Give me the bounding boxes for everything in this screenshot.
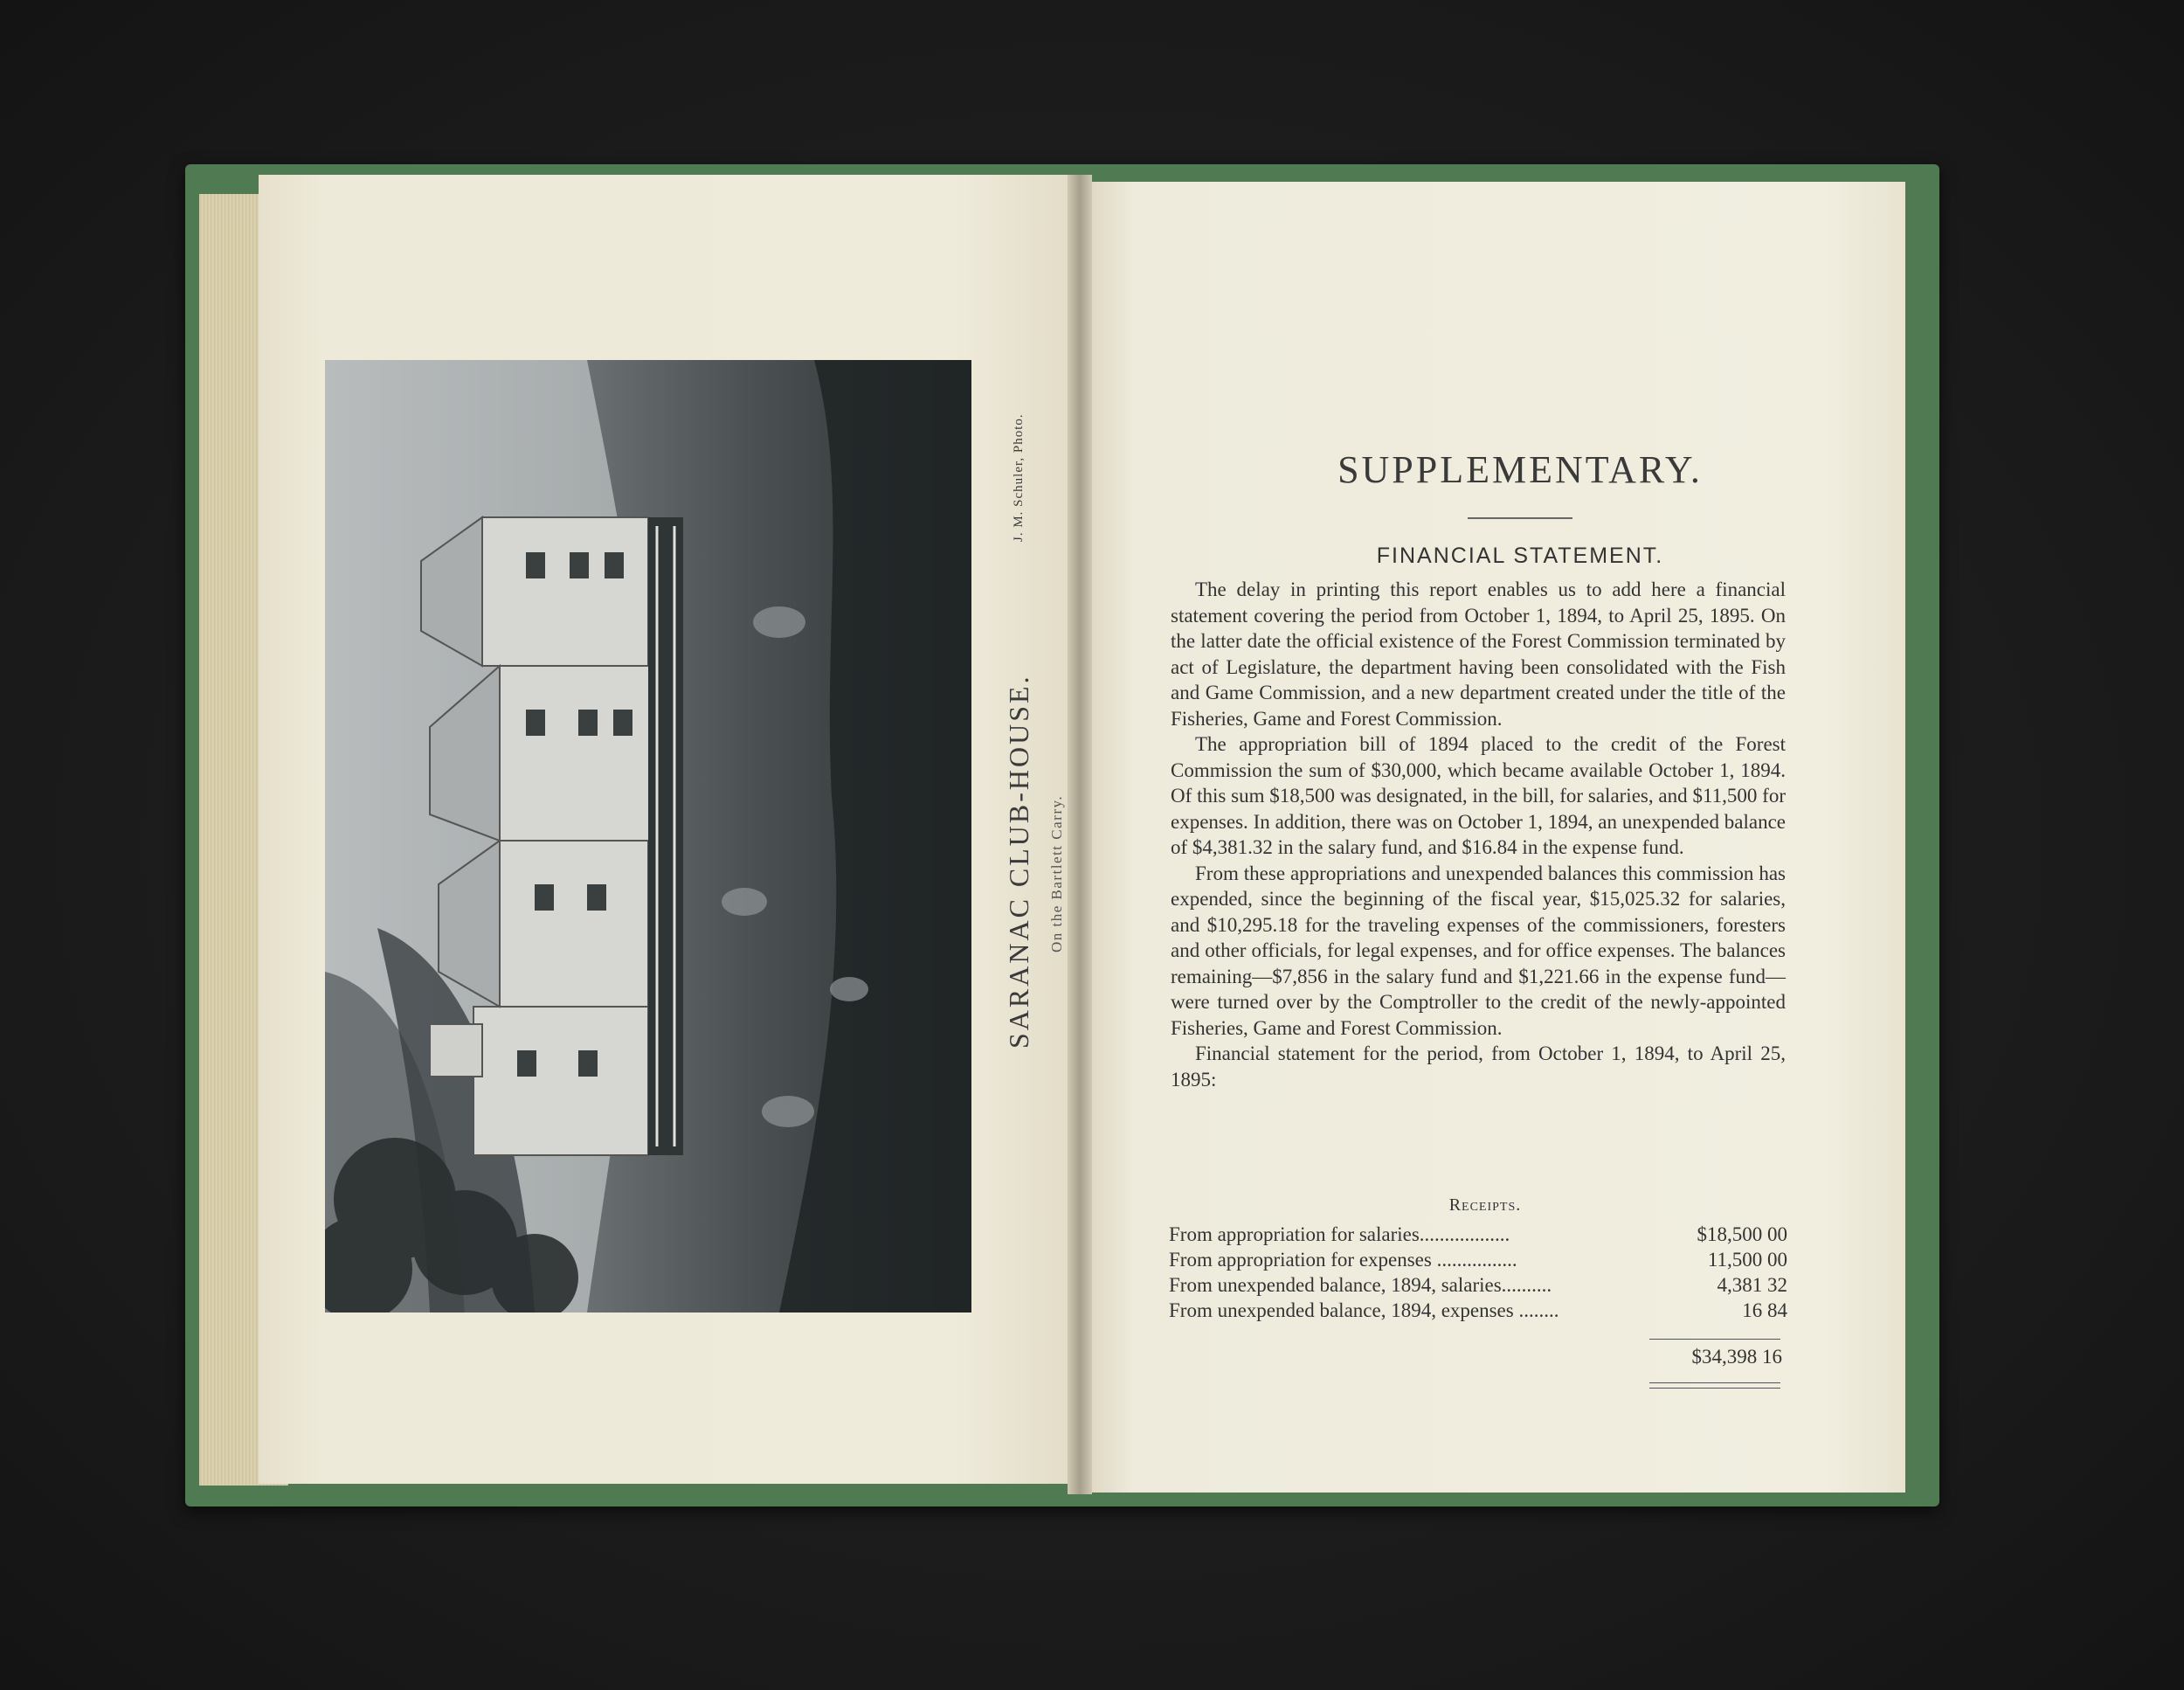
receipt-label: From unexpended balance, 1894, salaries.......... — [1169, 1274, 1552, 1296]
book-gutter — [1068, 175, 1092, 1494]
receipt-amount: 16 84 — [1742, 1299, 1787, 1321]
paragraph: Financial statement for the period, from October 1, 1894, to April 25, 1895: — [1171, 1042, 1786, 1091]
paragraph: The appropriation bill of 1894 placed to the credit of the Forest Commission the sum of $30,000, which became available October 1, 1894. Of this sum $18,500 was designated, in the bill, for salaries, and $11,500 for expenses. In addition, there was on October 1, 1894, an unexpended balance of $4,381.32 in the salary fund, and $16.84 in the expense fund. — [1171, 733, 1786, 858]
paragraph: The delay in printing this report enables us to add here a financial statement covering the period from October 1, 1894, to April 25, 1895. On the latter date the official existence of the Forest Commission terminated by act of Legislature, the department having been consolidated with the Fish and Game Commission, and a new department created under the title of the Fisheries, Game and Forest Commission. — [1171, 578, 1786, 730]
receipt-amount: 11,500 00 — [1707, 1249, 1787, 1271]
receipts-heading: Receipts. — [1448, 1195, 1522, 1215]
total-rule — [1649, 1339, 1780, 1340]
receipt-row — [1169, 1222, 1787, 1247]
receipt-label: From unexpended balance, 1894, expenses ........ — [1169, 1299, 1559, 1321]
section-heading: FINANCIAL STATEMENT. — [1376, 544, 1664, 568]
caption-title: SARANAC CLUB-HOUSE. — [1003, 674, 1034, 1049]
receipt-amount: $18,500 00 — [1697, 1223, 1787, 1245]
clubhouse-photo — [325, 360, 971, 1313]
double-rule — [1649, 1382, 1780, 1389]
receipt-amount: 4,381 32 — [1717, 1274, 1787, 1296]
receipt-row — [1169, 1247, 1787, 1272]
receipt-row — [1169, 1272, 1787, 1298]
page-title: SUPPLEMENTARY. — [1337, 448, 1703, 491]
body-text — [1171, 577, 1786, 1092]
receipt-label: From appropriation for expenses ................ — [1169, 1249, 1517, 1271]
caption-subtitle: On the Bartlett Carry. — [1048, 794, 1065, 952]
receipts-table — [1169, 1222, 1787, 1323]
receipt-row — [1169, 1298, 1787, 1323]
title-rule — [1468, 517, 1572, 519]
photo-credit: J. M. Schuler, Photo. — [1012, 413, 1026, 542]
paragraph: From these appropriations and unexpended balances this commission has expended, since the beginning of the fiscal year, $15,025.32 for salaries, and $10,295.18 for the traveling expenses of the commissioners, foresters and other officials, for legal expenses, and for office expenses. The balances remaining—$7,856 in the salary fund and $1,221.66 in the expense fund—were turned over by the Comptroller to the credit of the newly-appointed Fisheries, Game and Forest Commission. — [1171, 862, 1786, 1039]
receipts-total: $34,398 16 — [1691, 1346, 1782, 1368]
receipt-label: From appropriation for salaries.................. — [1169, 1223, 1510, 1245]
